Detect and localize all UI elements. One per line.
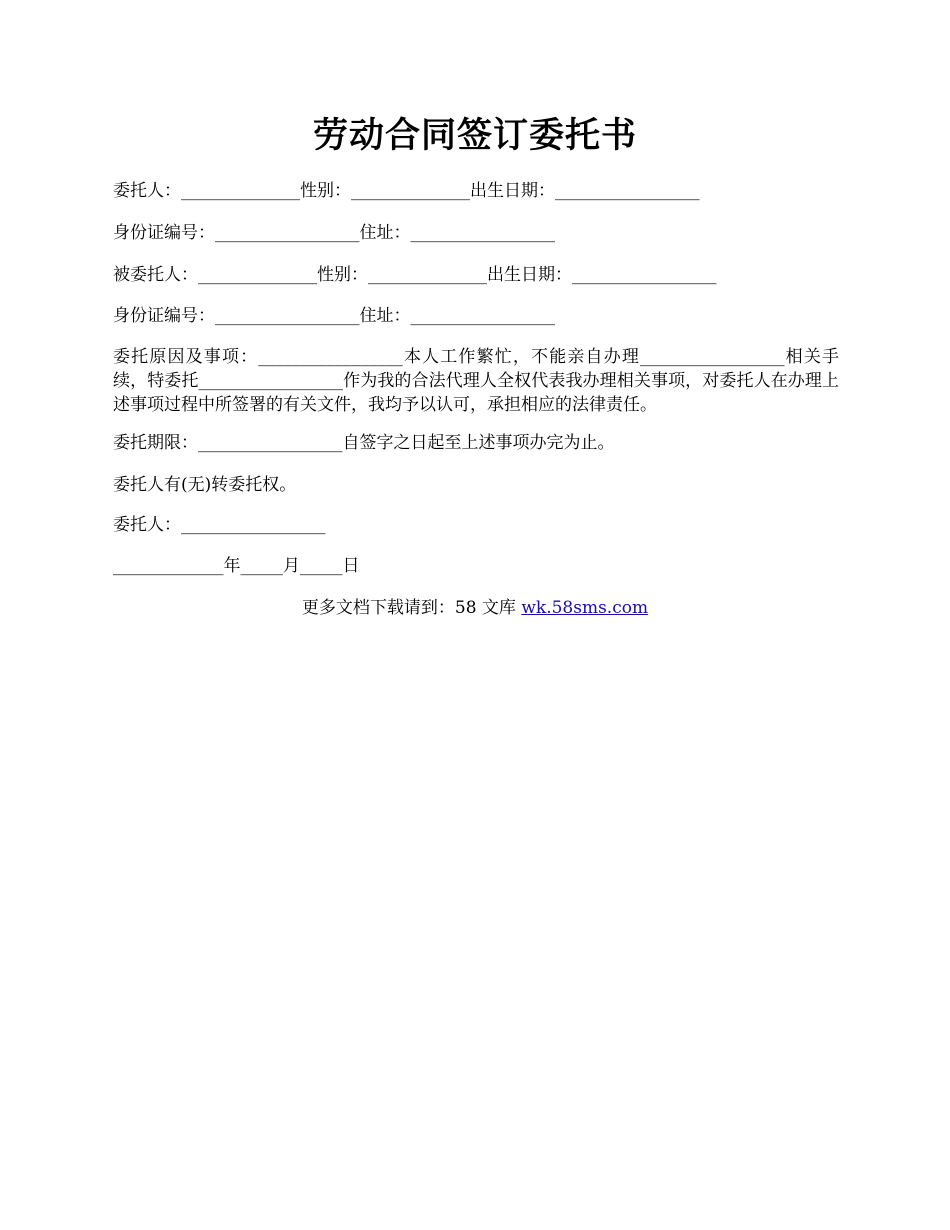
delegation-period-line: 委托期限：_________________自签字之日起至上述事项办完为止。	[113, 433, 615, 453]
document-title: 劳动合同签订委托书	[312, 115, 637, 156]
date-line: _____________年_____月_____日	[113, 556, 360, 576]
delegation-reason-paragraph: 委托原因及事项：_________________本人工作繁忙，不能亲自办理_________________相关手续，特委托_________________作为我的合法代理人全权代表我办理相关事项，对委托人在办理上述事项过程中所签署的有关文件，我均予以认可，承担相应的法律责任。	[113, 347, 839, 415]
agent-id-address-line: 身份证编号：_________________住址：_________________	[113, 306, 555, 326]
principal-info-line: 委托人：______________性别：______________出生日期：_________________	[113, 181, 700, 201]
principal-id-address-line: 身份证编号：_________________住址：_________________	[113, 223, 555, 243]
footer-link[interactable]: wk.58sms.com	[521, 598, 649, 618]
sub-delegation-line: 委托人有(无)转委托权。	[113, 475, 297, 495]
footer	[0, 595, 950, 621]
agent-info-line: 被委托人：______________性别：______________出生日期：_________________	[113, 265, 717, 285]
footer-text: 更多文档下载请到：58 文库	[301, 598, 522, 618]
signature-line: 委托人：_________________	[113, 515, 326, 535]
